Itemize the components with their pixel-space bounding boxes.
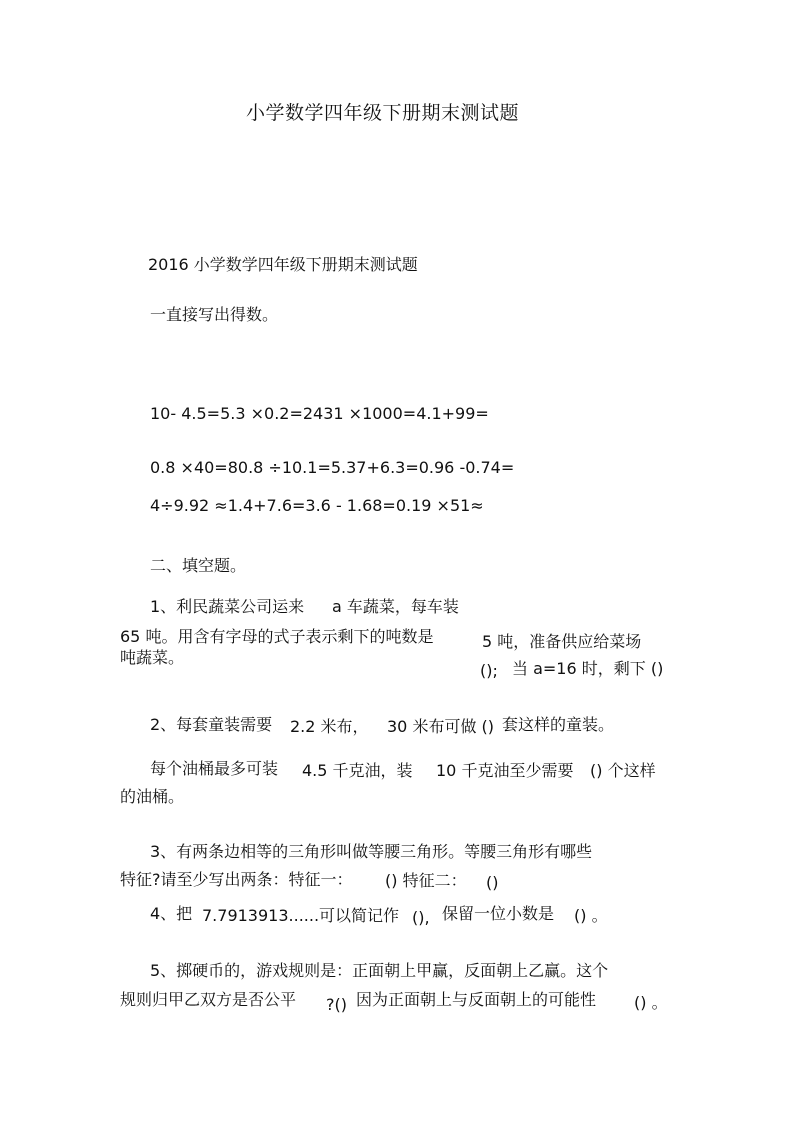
page-title: 小学数学四年级下册期末测试题	[246, 102, 520, 124]
q3-line2-b: () 特征二：	[385, 871, 467, 890]
q4-e: () 。	[574, 906, 608, 925]
q2-line1-b: 2.2 米布，	[290, 717, 369, 736]
q2-line1-a: 2、每套童装需要	[150, 715, 273, 734]
q2-line1-d: 套这样的童装。	[502, 715, 615, 734]
q1-line1-a: 1、利民蔬菜公司运来	[150, 597, 305, 616]
calc-line-3: 4÷9.92 ≈1.4+7.6=3.6 - 1.68=0.19 ×51≈	[150, 496, 484, 515]
calc-line-2: 0.8 ×40=80.8 ÷10.1=5.37+6.3=0.96 -0.74=	[150, 458, 515, 477]
q2-line2-c: 10 千克油至少需要	[436, 761, 574, 780]
q1-line2-a: 65 吨。用含有字母的式子表示剩下的吨数是	[120, 627, 434, 646]
q1-line4-a: ();	[480, 661, 498, 680]
section-heading-2: 二、填空题。	[150, 556, 247, 575]
q5-line1: 5、掷硬币的，游戏规则是：正面朝上甲赢，反面朝上乙赢。这个	[150, 961, 609, 980]
q4-a: 4、把	[150, 904, 193, 923]
q3-line2-c: ()	[486, 873, 499, 892]
q3-line1: 3、有两条边相等的三角形叫做等腰三角形。等腰三角形有哪些	[150, 842, 593, 861]
q1-line1-b: a 车蔬菜，每车装	[332, 597, 459, 616]
q2-line2-a: 每个油桶最多可装	[150, 759, 279, 778]
q5-line2-a: 规则归甲乙双方是否公平	[120, 990, 297, 1009]
q2-line2-d: () 个这样	[590, 761, 656, 780]
q4-b: 7.7913913......可以简记作	[202, 906, 400, 925]
q4-d: 保留一位小数是	[442, 904, 555, 923]
q5-line2-b: ?()	[326, 995, 347, 1014]
q3-line2-a: 特征?请至少写出两条：特征一：	[120, 870, 353, 889]
q5-line2-c: 因为正面朝上与反面朝上的可能性	[356, 990, 597, 1009]
q1-line3-a: 吨蔬菜。	[120, 648, 185, 667]
q2-line3: 的油桶。	[120, 787, 185, 806]
q5-line2-d: () 。	[634, 993, 668, 1012]
q2-line1-c: 30 米布可做 ()	[387, 717, 495, 736]
q1-line4-b: 当 a=16 时，剩下 ()	[512, 659, 664, 678]
q1-line2-b: 5 吨，准备供应给菜场	[482, 632, 642, 651]
calc-line-1: 10- 4.5=5.3 ×0.2=2431 ×1000=4.1+99=	[150, 404, 489, 423]
document-subtitle: 2016 小学数学四年级下册期末测试题	[148, 255, 418, 274]
section-heading-1: 一直接写出得数。	[150, 305, 279, 324]
q4-c: (),	[412, 908, 430, 927]
q2-line2-b: 4.5 千克油，装	[302, 761, 413, 780]
